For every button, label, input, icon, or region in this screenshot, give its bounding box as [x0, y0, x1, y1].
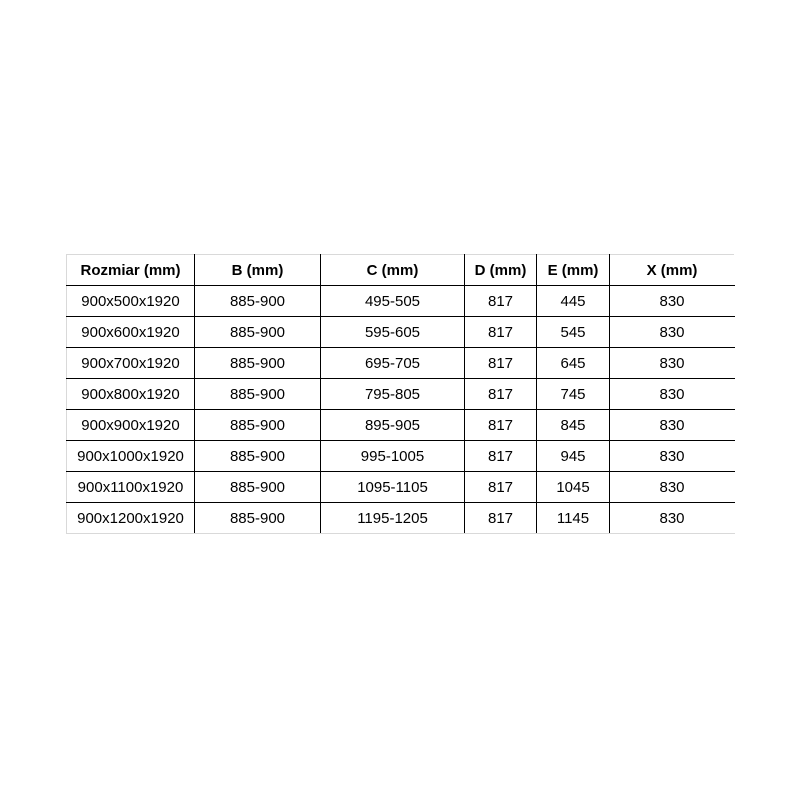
table-cell: 1045	[537, 472, 610, 503]
table-cell: 895-905	[321, 410, 465, 441]
table-cell: 817	[465, 286, 537, 317]
column-header-d: D (mm)	[465, 255, 537, 286]
table-cell: 830	[610, 286, 735, 317]
table-cell: 445	[537, 286, 610, 317]
table-cell: 945	[537, 441, 610, 472]
table-cell: 900x1200x1920	[67, 503, 195, 534]
dimension-table	[66, 254, 735, 534]
table-row	[67, 286, 735, 317]
table-cell: 885-900	[195, 410, 321, 441]
table-cell: 817	[465, 379, 537, 410]
table-cell: 900x800x1920	[67, 379, 195, 410]
table-cell: 817	[465, 410, 537, 441]
table-cell: 1145	[537, 503, 610, 534]
table-row	[67, 348, 735, 379]
column-header-c: C (mm)	[321, 255, 465, 286]
table-cell: 817	[465, 441, 537, 472]
column-header-x: X (mm)	[610, 255, 735, 286]
table-cell: 885-900	[195, 441, 321, 472]
table-cell: 795-805	[321, 379, 465, 410]
table-cell: 745	[537, 379, 610, 410]
table-cell: 830	[610, 503, 735, 534]
table-cell: 845	[537, 410, 610, 441]
table-cell: 900x1000x1920	[67, 441, 195, 472]
table-cell: 495-505	[321, 286, 465, 317]
table-cell: 830	[610, 348, 735, 379]
table-cell: 830	[610, 317, 735, 348]
table-row	[67, 317, 735, 348]
table-cell: 830	[610, 410, 735, 441]
table-cell: 830	[610, 379, 735, 410]
dimension-table-container	[66, 254, 734, 534]
table-cell: 900x500x1920	[67, 286, 195, 317]
header-row	[67, 255, 735, 286]
table-cell: 900x600x1920	[67, 317, 195, 348]
table-cell: 817	[465, 317, 537, 348]
table-cell: 885-900	[195, 379, 321, 410]
table-row	[67, 503, 735, 534]
table-cell: 830	[610, 441, 735, 472]
table-cell: 1095-1105	[321, 472, 465, 503]
table-cell: 900x900x1920	[67, 410, 195, 441]
table-cell: 545	[537, 317, 610, 348]
table-cell: 885-900	[195, 348, 321, 379]
table-row	[67, 441, 735, 472]
table-cell: 817	[465, 472, 537, 503]
table-cell: 1195-1205	[321, 503, 465, 534]
table-cell: 695-705	[321, 348, 465, 379]
table-cell: 885-900	[195, 472, 321, 503]
table-row	[67, 379, 735, 410]
table-cell: 885-900	[195, 317, 321, 348]
table-cell: 885-900	[195, 286, 321, 317]
table-cell: 595-605	[321, 317, 465, 348]
table-cell: 645	[537, 348, 610, 379]
table-cell: 885-900	[195, 503, 321, 534]
table-cell: 995-1005	[321, 441, 465, 472]
table-header	[67, 255, 735, 286]
column-header-b: B (mm)	[195, 255, 321, 286]
column-header-e: E (mm)	[537, 255, 610, 286]
table-cell: 817	[465, 503, 537, 534]
table-cell: 900x1100x1920	[67, 472, 195, 503]
table-row	[67, 410, 735, 441]
table-body	[67, 286, 735, 534]
table-cell: 830	[610, 472, 735, 503]
table-row	[67, 472, 735, 503]
column-header-rozmiar: Rozmiar (mm)	[67, 255, 195, 286]
table-cell: 817	[465, 348, 537, 379]
table-cell: 900x700x1920	[67, 348, 195, 379]
